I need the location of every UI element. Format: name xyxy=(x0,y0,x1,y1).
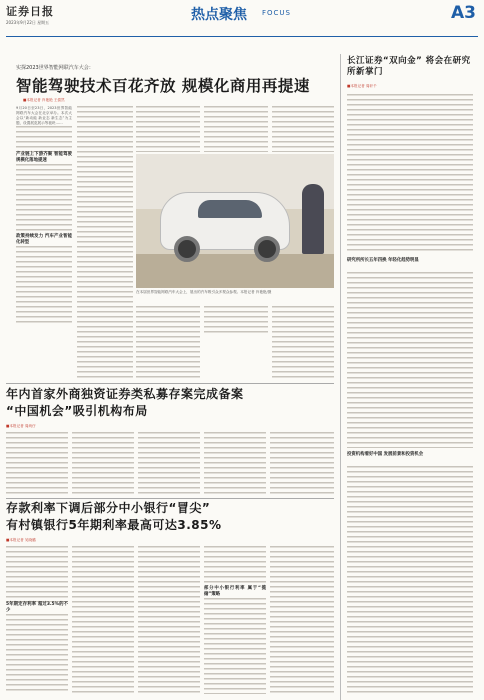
electric-car-photo xyxy=(136,154,334,288)
article2-byline: ■本报记者 周尚仔 xyxy=(6,424,36,428)
lead-article-kicker: 实探2023世界智能网联汽车大会： xyxy=(16,65,94,71)
article2-column-3 xyxy=(138,432,200,496)
article3-column-2 xyxy=(72,546,134,696)
section-subtitle: FOCUS xyxy=(262,9,291,17)
article3-column-5 xyxy=(270,546,334,696)
lead-article-byline: ■本报记者 肖艳艳 王僖然 xyxy=(23,98,65,102)
section-title: 热点聚焦 xyxy=(191,7,247,23)
lead-article-column-5-top xyxy=(272,106,334,152)
newspaper-logo: 证券日报 xyxy=(6,5,54,18)
sidebar-article-body xyxy=(347,94,473,254)
lead-article-column-4-bottom xyxy=(204,306,268,380)
sidebar-article-body-2 xyxy=(347,272,473,448)
divider xyxy=(6,383,334,384)
article2-headline-line-2: “中国机会”吸引机构布局 xyxy=(6,404,148,418)
article2-column-5 xyxy=(270,432,334,496)
article3-subhead-2: 部分中小银行利率 属于“揽储”策略 xyxy=(204,586,266,597)
masthead xyxy=(6,3,478,37)
article2-column-4 xyxy=(204,432,266,496)
lead-article-column-5-bottom xyxy=(272,306,334,380)
lead-article-column-2 xyxy=(77,106,133,380)
article3-subhead-1: 5年期定存利率 超过3.5%的不少 xyxy=(6,602,68,613)
text-block xyxy=(16,164,72,234)
article3-column-1 xyxy=(6,546,68,696)
article3-column-3 xyxy=(138,546,200,696)
sidebar-article xyxy=(340,54,478,700)
article3-headline-line-2: 有村镇银行5年期利率最高可达3.85% xyxy=(6,518,222,532)
sidebar-article-byline: ■本报记者 周轩千 xyxy=(347,84,377,88)
article3-column-4 xyxy=(204,546,266,696)
lead-paragraph: 9月20日至23日，2023世界智能网联汽车大会在北京举办。本次大会以“新动能 新业态 新生态”为主题，设置展览展示等板块…… xyxy=(16,106,72,125)
sidebar-article-subhead: 研究所所长五年四换 年轻化趋势明显 xyxy=(347,258,419,263)
photo-caption: 在本届世界智能网联汽车大会上，展出的汽车吸引众多观众参观。本报记者 肖艳艳/摄 xyxy=(136,290,272,294)
article2-column-1 xyxy=(6,432,68,496)
article-private-equity xyxy=(6,386,334,498)
page-number: A3 xyxy=(451,3,476,23)
article2-headline-line-1: 年内首家外商独资证券类私募存案完成备案 xyxy=(6,387,244,401)
lead-article-column-1 xyxy=(16,106,72,380)
lead-article-subhead-2: 政策持续发力 汽车产业智能化转型 xyxy=(16,234,72,245)
text-block xyxy=(16,126,72,152)
text-block xyxy=(16,246,72,326)
article3-headline-line-1: 存款利率下调后部分中小银行“冒尖” xyxy=(6,501,211,515)
divider xyxy=(6,498,334,499)
lead-article-column-3-bottom xyxy=(136,306,200,380)
issue-date: 2023年9月22日 星期五 xyxy=(6,20,50,25)
lead-article xyxy=(6,54,334,384)
article3-byline: ■本报记者 吴晓璐 xyxy=(6,538,36,542)
article3-right-subhead: 投资机构看好中国 发展前景和投资机会 xyxy=(347,452,424,457)
lead-article-headline: 智能驾驶技术百花齐放 规模化商用再提速 xyxy=(16,77,310,95)
sidebar-article-headline: 长江证券“双向金” 将会在研究所新掌门 xyxy=(347,56,471,77)
article-deposit-rates xyxy=(6,500,334,700)
lead-article-column-3-top xyxy=(136,106,200,152)
lead-article-subhead-1: 产业链上下游齐聚 智能驾驶规模化落地提速 xyxy=(16,152,72,163)
article2-column-2 xyxy=(72,432,134,496)
sidebar-article-body-3 xyxy=(347,466,473,694)
lead-article-column-4-top xyxy=(204,106,268,152)
